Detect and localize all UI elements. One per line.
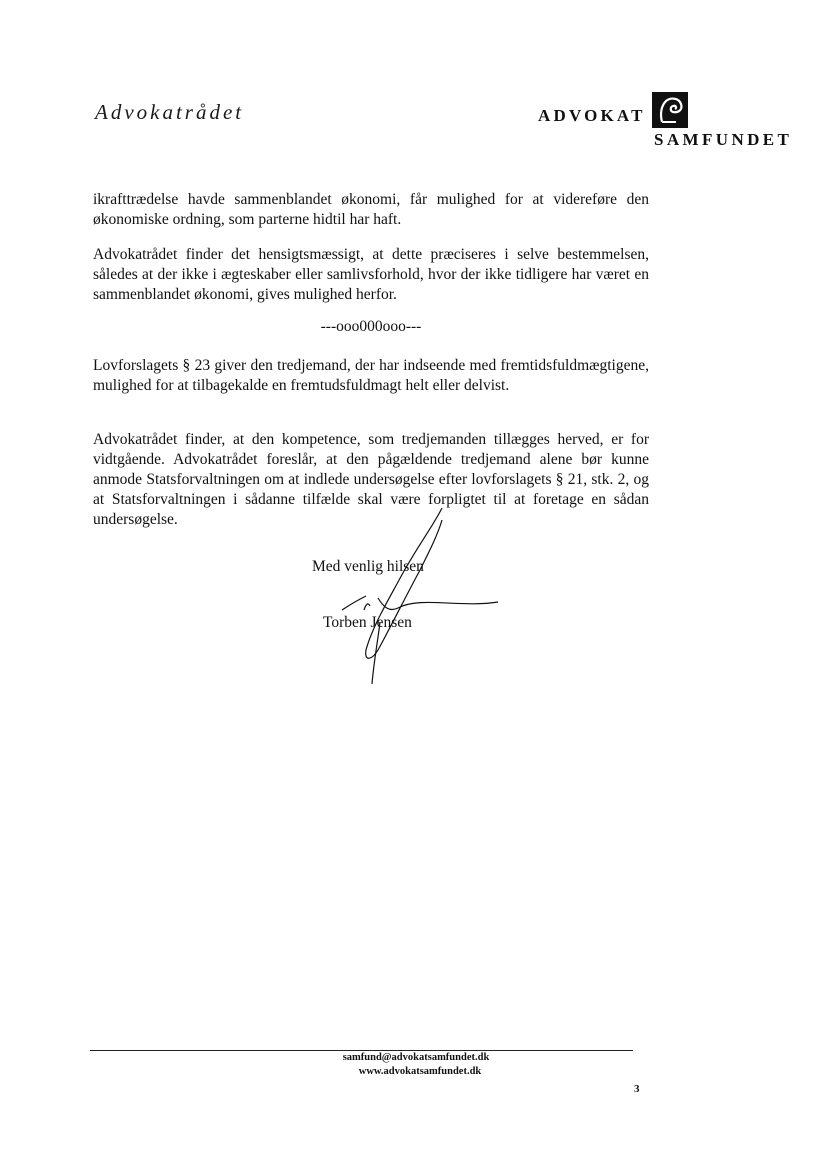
footer-email[interactable]: samfund@advokatsamfundet.dk bbox=[342, 1052, 490, 1063]
handwritten-signature bbox=[320, 500, 510, 690]
advokatsamfundet-logo bbox=[538, 92, 800, 152]
logo-text-bottom: SAMFUNDET bbox=[654, 130, 793, 149]
signatory-name: Torben Jensen bbox=[323, 614, 412, 631]
paragraph-1: ikrafttrædelse havde sammenblandet økonomi, får mulighed for at videreføre den økonomiske ordning, som parterne hidtil har haft. bbox=[93, 191, 649, 228]
logo-emblem-icon bbox=[652, 92, 688, 128]
paragraph-2: Advokatrådet finder det hensigtsmæssigt, at dette præciseres i selve bestemmelsen, således at der ikke i ægteskaber eller samlivsforhold, hvor der ikke tidligere har været en sammenblandet økonomi, gives mulighed herfor. bbox=[93, 246, 649, 303]
closing-greeting: Med venlig hilsen bbox=[312, 558, 424, 575]
paragraph-3: Lovforslagets § 23 giver den tredjemand, der har indseende med fremtidsfuldmægtigene, mulighed for at tilbagekalde en fremtudsfuldmagt helt eller delvist. bbox=[93, 357, 649, 394]
section-separator: ---ooo000ooo--- bbox=[320, 318, 422, 335]
paragraph-4: Advokatrådet finder, at den kompetence, som tredjemanden tillægges herved, er for vidtgående. Advokatrådet foreslår, at den pågældende tredjemand alene bør kunne anmode Statsforvaltningen om at indlede undersøgelse efter lovforslagets § 21, stk. 2, og at Statsforvaltningen i sådanne tilfælde skal være forpligtet til at foretage en sådan undersøgelse. bbox=[93, 431, 649, 528]
footer-divider bbox=[90, 1050, 633, 1051]
page-number: 3 bbox=[634, 1083, 640, 1095]
letterhead-title: Advokatrådet bbox=[95, 100, 245, 124]
logo-text-top: ADVOKAT bbox=[538, 106, 646, 125]
footer-website[interactable]: www.advokatsamfundet.dk bbox=[358, 1066, 482, 1077]
